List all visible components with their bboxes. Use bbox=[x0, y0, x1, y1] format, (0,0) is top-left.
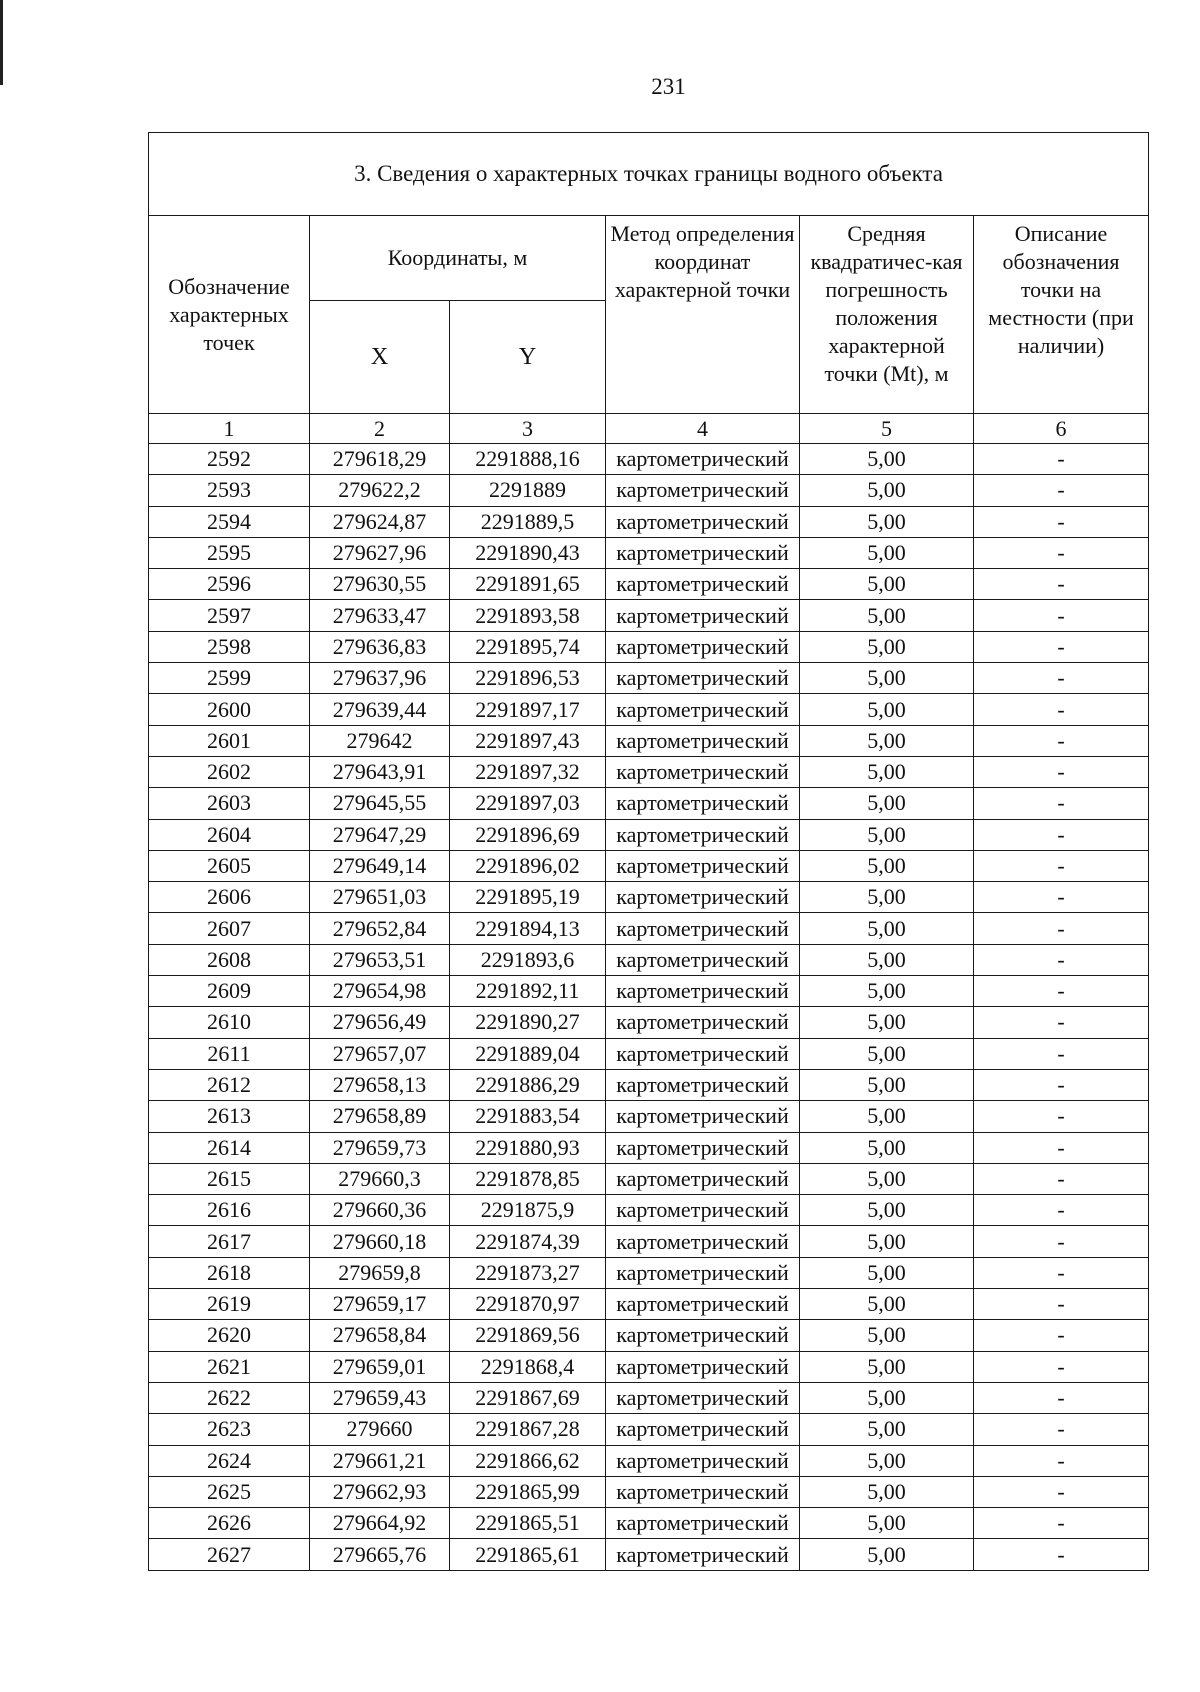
point-id-cell: 2624 bbox=[149, 1445, 310, 1476]
description-cell: - bbox=[974, 725, 1149, 756]
table-row bbox=[149, 1289, 1149, 1320]
coord-y-cell: 2291891,65 bbox=[450, 569, 606, 600]
table-row bbox=[149, 1038, 1149, 1069]
method-cell: картометрический bbox=[606, 1007, 800, 1038]
method-cell: картометрический bbox=[606, 725, 800, 756]
header-x: X bbox=[310, 301, 450, 414]
point-id-cell: 2603 bbox=[149, 788, 310, 819]
table-row bbox=[149, 1320, 1149, 1351]
point-id-cell: 2612 bbox=[149, 1069, 310, 1100]
description-cell: - bbox=[974, 1414, 1149, 1445]
description-cell: - bbox=[974, 1320, 1149, 1351]
coord-x-cell: 279659,8 bbox=[310, 1257, 450, 1288]
point-id-cell: 2627 bbox=[149, 1539, 310, 1570]
header-error: Средняя квадратичес-кая погрешность положения характерной точки (Mt), м bbox=[800, 216, 974, 414]
mean-error-cell: 5,00 bbox=[800, 1226, 974, 1257]
method-cell: картометрический bbox=[606, 1195, 800, 1226]
method-cell: картометрический bbox=[606, 1508, 800, 1539]
point-id-cell: 2610 bbox=[149, 1007, 310, 1038]
mean-error-cell: 5,00 bbox=[800, 913, 974, 944]
point-id-cell: 2614 bbox=[149, 1132, 310, 1163]
header-y: Y bbox=[450, 301, 606, 414]
coord-x-cell: 279657,07 bbox=[310, 1038, 450, 1069]
table-row bbox=[149, 1226, 1149, 1257]
mean-error-cell: 5,00 bbox=[800, 1101, 974, 1132]
table-row bbox=[149, 819, 1149, 850]
mean-error-cell: 5,00 bbox=[800, 850, 974, 881]
coord-x-cell: 279659,01 bbox=[310, 1351, 450, 1382]
coord-x-cell: 279658,13 bbox=[310, 1069, 450, 1100]
mean-error-cell: 5,00 bbox=[800, 1289, 974, 1320]
coord-y-cell: 2291883,54 bbox=[450, 1101, 606, 1132]
table-row bbox=[149, 1351, 1149, 1382]
coord-y-cell: 2291897,17 bbox=[450, 694, 606, 725]
coord-x-cell: 279651,03 bbox=[310, 882, 450, 913]
table-row bbox=[149, 1132, 1149, 1163]
point-id-cell: 2604 bbox=[149, 819, 310, 850]
mean-error-cell: 5,00 bbox=[800, 569, 974, 600]
mean-error-cell: 5,00 bbox=[800, 725, 974, 756]
table-row bbox=[149, 882, 1149, 913]
coord-x-cell: 279658,89 bbox=[310, 1101, 450, 1132]
description-cell: - bbox=[974, 756, 1149, 787]
coord-y-cell: 2291896,53 bbox=[450, 663, 606, 694]
point-id-cell: 2602 bbox=[149, 756, 310, 787]
table-row bbox=[149, 976, 1149, 1007]
method-cell: картометрический bbox=[606, 1069, 800, 1100]
table-row bbox=[149, 725, 1149, 756]
table-row bbox=[149, 1508, 1149, 1539]
point-id-cell: 2618 bbox=[149, 1257, 310, 1288]
coord-x-cell: 279660,18 bbox=[310, 1226, 450, 1257]
mean-error-cell: 5,00 bbox=[800, 882, 974, 913]
coord-y-cell: 2291892,11 bbox=[450, 976, 606, 1007]
method-cell: картометрический bbox=[606, 1101, 800, 1132]
coord-y-cell: 2291865,51 bbox=[450, 1508, 606, 1539]
column-number-row bbox=[149, 414, 1149, 444]
coord-x-cell: 279639,44 bbox=[310, 694, 450, 725]
table-row bbox=[149, 569, 1149, 600]
mean-error-cell: 5,00 bbox=[800, 444, 974, 475]
coord-x-cell: 279643,91 bbox=[310, 756, 450, 787]
description-cell: - bbox=[974, 537, 1149, 568]
coord-y-cell: 2291896,02 bbox=[450, 850, 606, 881]
mean-error-cell: 5,00 bbox=[800, 756, 974, 787]
method-cell: картометрический bbox=[606, 631, 800, 662]
description-cell: - bbox=[974, 1382, 1149, 1413]
description-cell: - bbox=[974, 1195, 1149, 1226]
coord-x-cell: 279660 bbox=[310, 1414, 450, 1445]
method-cell: картометрический bbox=[606, 1445, 800, 1476]
description-cell: - bbox=[974, 1226, 1149, 1257]
coord-x-cell: 279661,21 bbox=[310, 1445, 450, 1476]
coord-y-cell: 2291897,43 bbox=[450, 725, 606, 756]
coord-x-cell: 279622,2 bbox=[310, 475, 450, 506]
coord-x-cell: 279653,51 bbox=[310, 944, 450, 975]
mean-error-cell: 5,00 bbox=[800, 1351, 974, 1382]
coord-x-cell: 279658,84 bbox=[310, 1320, 450, 1351]
description-cell: - bbox=[974, 1132, 1149, 1163]
header-method: Метод определения координат характерной точки bbox=[606, 216, 800, 414]
coord-y-cell: 2291880,93 bbox=[450, 1132, 606, 1163]
table-row bbox=[149, 600, 1149, 631]
coord-x-cell: 279645,55 bbox=[310, 788, 450, 819]
column-number: 1 bbox=[149, 414, 310, 444]
mean-error-cell: 5,00 bbox=[800, 1132, 974, 1163]
table-row bbox=[149, 913, 1149, 944]
description-cell: - bbox=[974, 1289, 1149, 1320]
mean-error-cell: 5,00 bbox=[800, 537, 974, 568]
coord-y-cell: 2291886,29 bbox=[450, 1069, 606, 1100]
method-cell: картометрический bbox=[606, 1476, 800, 1507]
method-cell: картометрический bbox=[606, 444, 800, 475]
method-cell: картометрический bbox=[606, 788, 800, 819]
mean-error-cell: 5,00 bbox=[800, 631, 974, 662]
coord-x-cell: 279636,83 bbox=[310, 631, 450, 662]
mean-error-cell: 5,00 bbox=[800, 1476, 974, 1507]
coord-x-cell: 279647,29 bbox=[310, 819, 450, 850]
coord-y-cell: 2291889 bbox=[450, 475, 606, 506]
method-cell: картометрический bbox=[606, 1320, 800, 1351]
point-id-cell: 2605 bbox=[149, 850, 310, 881]
header-designation: Обозначение характерных точек bbox=[149, 216, 310, 414]
description-cell: - bbox=[974, 631, 1149, 662]
point-id-cell: 2622 bbox=[149, 1382, 310, 1413]
mean-error-cell: 5,00 bbox=[800, 1320, 974, 1351]
coord-y-cell: 2291893,6 bbox=[450, 944, 606, 975]
point-id-cell: 2594 bbox=[149, 506, 310, 537]
point-id-cell: 2608 bbox=[149, 944, 310, 975]
point-id-cell: 2592 bbox=[149, 444, 310, 475]
point-id-cell: 2616 bbox=[149, 1195, 310, 1226]
coord-y-cell: 2291875,9 bbox=[450, 1195, 606, 1226]
coord-x-cell: 279627,96 bbox=[310, 537, 450, 568]
point-id-cell: 2596 bbox=[149, 569, 310, 600]
table-row bbox=[149, 537, 1149, 568]
point-id-cell: 2600 bbox=[149, 694, 310, 725]
method-cell: картометрический bbox=[606, 1226, 800, 1257]
table-row bbox=[149, 444, 1149, 475]
coord-y-cell: 2291895,19 bbox=[450, 882, 606, 913]
coord-y-cell: 2291873,27 bbox=[450, 1257, 606, 1288]
coord-y-cell: 2291874,39 bbox=[450, 1226, 606, 1257]
method-cell: картометрический bbox=[606, 506, 800, 537]
mean-error-cell: 5,00 bbox=[800, 1508, 974, 1539]
mean-error-cell: 5,00 bbox=[800, 788, 974, 819]
table-row bbox=[149, 1195, 1149, 1226]
description-cell: - bbox=[974, 1101, 1149, 1132]
point-id-cell: 2621 bbox=[149, 1351, 310, 1382]
method-cell: картометрический bbox=[606, 1163, 800, 1194]
method-cell: картометрический bbox=[606, 944, 800, 975]
mean-error-cell: 5,00 bbox=[800, 694, 974, 725]
coord-x-cell: 279633,47 bbox=[310, 600, 450, 631]
table-row bbox=[149, 475, 1149, 506]
coord-x-cell: 279662,93 bbox=[310, 1476, 450, 1507]
description-cell: - bbox=[974, 913, 1149, 944]
description-cell: - bbox=[974, 663, 1149, 694]
table-row bbox=[149, 1069, 1149, 1100]
method-cell: картометрический bbox=[606, 850, 800, 881]
method-cell: картометрический bbox=[606, 1289, 800, 1320]
coord-x-cell: 279665,76 bbox=[310, 1539, 450, 1570]
table-row bbox=[149, 663, 1149, 694]
description-cell: - bbox=[974, 1476, 1149, 1507]
coord-y-cell: 2291888,16 bbox=[450, 444, 606, 475]
method-cell: картометрический bbox=[606, 1414, 800, 1445]
description-cell: - bbox=[974, 850, 1149, 881]
table-row bbox=[149, 1445, 1149, 1476]
point-id-cell: 2599 bbox=[149, 663, 310, 694]
table-row bbox=[149, 1382, 1149, 1413]
table-row bbox=[149, 1414, 1149, 1445]
description-cell: - bbox=[974, 569, 1149, 600]
point-id-cell: 2606 bbox=[149, 882, 310, 913]
description-cell: - bbox=[974, 1163, 1149, 1194]
boundary-points-table bbox=[148, 132, 1149, 1571]
coord-y-cell: 2291895,74 bbox=[450, 631, 606, 662]
coord-y-cell: 2291889,5 bbox=[450, 506, 606, 537]
method-cell: картометрический bbox=[606, 663, 800, 694]
coord-x-cell: 279652,84 bbox=[310, 913, 450, 944]
coord-y-cell: 2291890,43 bbox=[450, 537, 606, 568]
coord-x-cell: 279630,55 bbox=[310, 569, 450, 600]
mean-error-cell: 5,00 bbox=[800, 1445, 974, 1476]
description-cell: - bbox=[974, 1038, 1149, 1069]
coord-y-cell: 2291865,61 bbox=[450, 1539, 606, 1570]
table-row bbox=[149, 1163, 1149, 1194]
mean-error-cell: 5,00 bbox=[800, 1414, 974, 1445]
column-number: 5 bbox=[800, 414, 974, 444]
coord-y-cell: 2291897,32 bbox=[450, 756, 606, 787]
method-cell: картометрический bbox=[606, 1539, 800, 1570]
coord-y-cell: 2291896,69 bbox=[450, 819, 606, 850]
mean-error-cell: 5,00 bbox=[800, 1163, 974, 1194]
table-row bbox=[149, 1101, 1149, 1132]
description-cell: - bbox=[974, 1257, 1149, 1288]
coord-x-cell: 279624,87 bbox=[310, 506, 450, 537]
mean-error-cell: 5,00 bbox=[800, 1007, 974, 1038]
column-number: 6 bbox=[974, 414, 1149, 444]
point-id-cell: 2613 bbox=[149, 1101, 310, 1132]
description-cell: - bbox=[974, 1445, 1149, 1476]
description-cell: - bbox=[974, 882, 1149, 913]
coord-y-cell: 2291867,28 bbox=[450, 1414, 606, 1445]
description-cell: - bbox=[974, 819, 1149, 850]
point-id-cell: 2593 bbox=[149, 475, 310, 506]
description-cell: - bbox=[974, 600, 1149, 631]
method-cell: картометрический bbox=[606, 1351, 800, 1382]
method-cell: картометрический bbox=[606, 1382, 800, 1413]
coord-y-cell: 2291867,69 bbox=[450, 1382, 606, 1413]
mean-error-cell: 5,00 bbox=[800, 944, 974, 975]
coord-y-cell: 2291890,27 bbox=[450, 1007, 606, 1038]
table-row bbox=[149, 1476, 1149, 1507]
mean-error-cell: 5,00 bbox=[800, 1038, 974, 1069]
method-cell: картометрический bbox=[606, 913, 800, 944]
coord-x-cell: 279618,29 bbox=[310, 444, 450, 475]
coord-x-cell: 279659,17 bbox=[310, 1289, 450, 1320]
description-cell: - bbox=[974, 1069, 1149, 1100]
mean-error-cell: 5,00 bbox=[800, 1539, 974, 1570]
method-cell: картометрический bbox=[606, 694, 800, 725]
coord-y-cell: 2291869,56 bbox=[450, 1320, 606, 1351]
mean-error-cell: 5,00 bbox=[800, 475, 974, 506]
point-id-cell: 2626 bbox=[149, 1508, 310, 1539]
coord-x-cell: 279659,43 bbox=[310, 1382, 450, 1413]
point-id-cell: 2611 bbox=[149, 1038, 310, 1069]
coord-y-cell: 2291878,85 bbox=[450, 1163, 606, 1194]
coord-x-cell: 279659,73 bbox=[310, 1132, 450, 1163]
mean-error-cell: 5,00 bbox=[800, 1257, 974, 1288]
coord-y-cell: 2291889,04 bbox=[450, 1038, 606, 1069]
scan-edge-mark bbox=[0, 0, 3, 85]
coord-y-cell: 2291866,62 bbox=[450, 1445, 606, 1476]
point-id-cell: 2619 bbox=[149, 1289, 310, 1320]
coord-x-cell: 279654,98 bbox=[310, 976, 450, 1007]
table-row bbox=[149, 1257, 1149, 1288]
point-id-cell: 2615 bbox=[149, 1163, 310, 1194]
coord-y-cell: 2291897,03 bbox=[450, 788, 606, 819]
table-row bbox=[149, 788, 1149, 819]
point-id-cell: 2623 bbox=[149, 1414, 310, 1445]
column-number: 3 bbox=[450, 414, 606, 444]
method-cell: картометрический bbox=[606, 600, 800, 631]
coord-y-cell: 2291894,13 bbox=[450, 913, 606, 944]
column-number: 4 bbox=[606, 414, 800, 444]
mean-error-cell: 5,00 bbox=[800, 1069, 974, 1100]
mean-error-cell: 5,00 bbox=[800, 976, 974, 1007]
coord-x-cell: 279649,14 bbox=[310, 850, 450, 881]
mean-error-cell: 5,00 bbox=[800, 663, 974, 694]
point-id-cell: 2620 bbox=[149, 1320, 310, 1351]
column-number: 2 bbox=[310, 414, 450, 444]
table-row bbox=[149, 1007, 1149, 1038]
coord-x-cell: 279660,3 bbox=[310, 1163, 450, 1194]
point-id-cell: 2601 bbox=[149, 725, 310, 756]
method-cell: картометрический bbox=[606, 1038, 800, 1069]
description-cell: - bbox=[974, 976, 1149, 1007]
description-cell: - bbox=[974, 788, 1149, 819]
table-row bbox=[149, 944, 1149, 975]
header-coordinates: Координаты, м bbox=[310, 216, 606, 301]
description-cell: - bbox=[974, 944, 1149, 975]
mean-error-cell: 5,00 bbox=[800, 600, 974, 631]
coord-x-cell: 279660,36 bbox=[310, 1195, 450, 1226]
table-row bbox=[149, 850, 1149, 881]
description-cell: - bbox=[974, 1508, 1149, 1539]
point-id-cell: 2617 bbox=[149, 1226, 310, 1257]
table-row bbox=[149, 631, 1149, 662]
coord-x-cell: 279656,49 bbox=[310, 1007, 450, 1038]
table-row bbox=[149, 756, 1149, 787]
mean-error-cell: 5,00 bbox=[800, 1382, 974, 1413]
table-title: 3. Сведения о характерных точках границы водного объекта bbox=[149, 133, 1149, 216]
description-cell: - bbox=[974, 475, 1149, 506]
coord-x-cell: 279637,96 bbox=[310, 663, 450, 694]
method-cell: картометрический bbox=[606, 756, 800, 787]
table-body bbox=[149, 444, 1149, 1571]
mean-error-cell: 5,00 bbox=[800, 506, 974, 537]
mean-error-cell: 5,00 bbox=[800, 819, 974, 850]
page-number: 231 bbox=[651, 74, 686, 99]
coord-y-cell: 2291868,4 bbox=[450, 1351, 606, 1382]
coord-x-cell: 279642 bbox=[310, 725, 450, 756]
point-id-cell: 2607 bbox=[149, 913, 310, 944]
mean-error-cell: 5,00 bbox=[800, 1195, 974, 1226]
table-row bbox=[149, 1539, 1149, 1570]
point-id-cell: 2625 bbox=[149, 1476, 310, 1507]
description-cell: - bbox=[974, 1007, 1149, 1038]
coord-x-cell: 279664,92 bbox=[310, 1508, 450, 1539]
method-cell: картометрический bbox=[606, 1132, 800, 1163]
method-cell: картометрический bbox=[606, 819, 800, 850]
point-id-cell: 2609 bbox=[149, 976, 310, 1007]
header-description: Описание обозначения точки на местности (при наличии) bbox=[974, 216, 1149, 414]
coord-y-cell: 2291893,58 bbox=[450, 600, 606, 631]
method-cell: картометрический bbox=[606, 882, 800, 913]
description-cell: - bbox=[974, 1539, 1149, 1570]
description-cell: - bbox=[974, 506, 1149, 537]
description-cell: - bbox=[974, 694, 1149, 725]
method-cell: картометрический bbox=[606, 976, 800, 1007]
table-row bbox=[149, 694, 1149, 725]
table-row bbox=[149, 506, 1149, 537]
method-cell: картометрический bbox=[606, 475, 800, 506]
description-cell: - bbox=[974, 1351, 1149, 1382]
point-id-cell: 2598 bbox=[149, 631, 310, 662]
method-cell: картометрический bbox=[606, 1257, 800, 1288]
coord-y-cell: 2291865,99 bbox=[450, 1476, 606, 1507]
coord-y-cell: 2291870,97 bbox=[450, 1289, 606, 1320]
method-cell: картометрический bbox=[606, 569, 800, 600]
point-id-cell: 2597 bbox=[149, 600, 310, 631]
method-cell: картометрический bbox=[606, 537, 800, 568]
description-cell: - bbox=[974, 444, 1149, 475]
point-id-cell: 2595 bbox=[149, 537, 310, 568]
